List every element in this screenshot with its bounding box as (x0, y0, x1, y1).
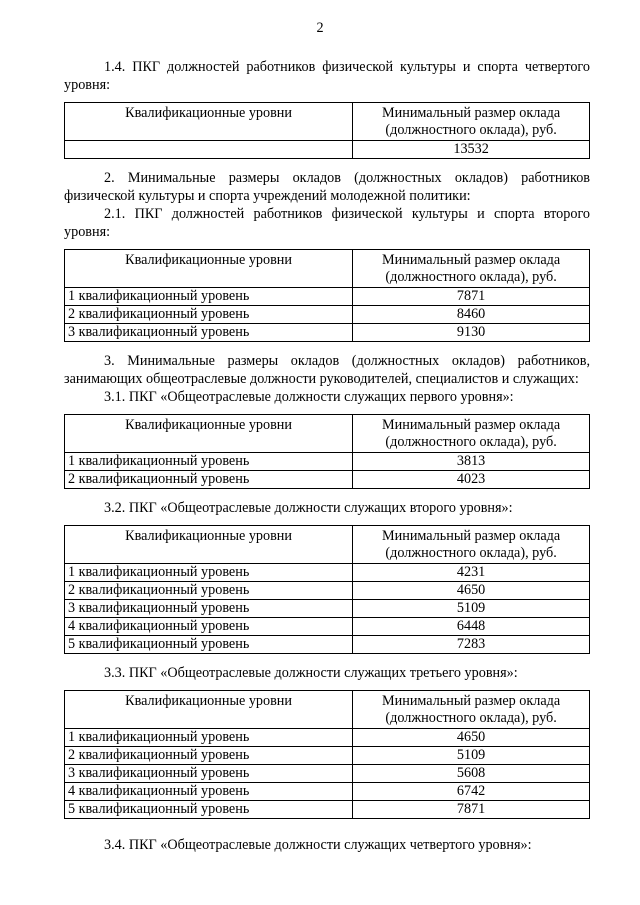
qualification-level-cell (65, 141, 353, 159)
qualification-level-cell: 4 квалификационный уровень (65, 783, 353, 801)
table-2-1 (64, 249, 590, 342)
table-3-2 (64, 525, 590, 654)
salary-value-cell: 6742 (353, 783, 590, 801)
document-body (64, 58, 590, 854)
salary-value-cell: 5109 (353, 600, 590, 618)
salary-value-cell: 5608 (353, 765, 590, 783)
salary-value-cell: 4023 (353, 471, 590, 489)
table-row (65, 324, 590, 342)
salary-value-cell: 3813 (353, 453, 590, 471)
section-3-4-heading: 3.4. ПКГ «Общеотраслевые должности служащих четвертого уровня»: (104, 837, 532, 853)
salary-value-cell: 6448 (353, 618, 590, 636)
section-3-2-heading: 3.2. ПКГ «Общеотраслевые должности служащих второго уровня»: (104, 500, 513, 516)
table-3-3 (64, 690, 590, 819)
qualification-level-cell: 3 квалификационный уровень (65, 600, 353, 618)
qualification-level-cell: 3 квалификационный уровень (65, 324, 353, 342)
table-row (65, 747, 590, 765)
table-header-row (65, 526, 590, 564)
table-row (65, 471, 590, 489)
table-row (65, 618, 590, 636)
table-row (65, 288, 590, 306)
qualification-level-cell: 5 квалификационный уровень (65, 801, 353, 819)
salary-value-cell: 7283 (353, 636, 590, 654)
table-row (65, 141, 590, 159)
qualification-level-cell: 1 квалификационный уровень (65, 729, 353, 747)
column-header-levels: Квалификационные уровни (65, 103, 353, 141)
column-header-levels: Квалификационные уровни (65, 691, 353, 729)
salary-value-cell: 7871 (353, 801, 590, 819)
column-header-levels: Квалификационные уровни (65, 250, 353, 288)
table-header-row (65, 691, 590, 729)
table-1-4 (64, 102, 590, 159)
qualification-level-cell: 2 квалификационный уровень (65, 306, 353, 324)
table-3-1 (64, 414, 590, 489)
column-header-levels: Квалификационные уровни (65, 415, 353, 453)
column-header-salary: Минимальный размер оклада (должностного оклада), руб. (353, 103, 590, 141)
table-row (65, 600, 590, 618)
qualification-level-cell: 2 квалификационный уровень (65, 747, 353, 765)
page-number: 2 (316, 20, 324, 36)
qualification-level-cell: 1 квалификационный уровень (65, 564, 353, 582)
salary-value-cell: 4231 (353, 564, 590, 582)
qualification-level-cell: 3 квалификационный уровень (65, 765, 353, 783)
section-3-intro: 3. Минимальные размеры окладов (должностных окладов) работников, занимающих общеотраслевые должности руководителей, специалистов и служащих: (64, 353, 590, 387)
table-row (65, 453, 590, 471)
table-row (65, 306, 590, 324)
salary-value-cell: 4650 (353, 582, 590, 600)
table-row (65, 582, 590, 600)
qualification-level-cell: 4 квалификационный уровень (65, 618, 353, 636)
salary-value-cell: 7871 (353, 288, 590, 306)
table-row (65, 564, 590, 582)
table-row (65, 636, 590, 654)
qualification-level-cell: 2 квалификационный уровень (65, 582, 353, 600)
table-header-row (65, 250, 590, 288)
column-header-salary: Минимальный размер оклада (должностного оклада), руб. (353, 250, 590, 288)
table-header-row (65, 415, 590, 453)
column-header-salary: Минимальный размер оклада (должностного оклада), руб. (353, 691, 590, 729)
salary-value-cell: 9130 (353, 324, 590, 342)
qualification-level-cell: 2 квалификационный уровень (65, 471, 353, 489)
section-1-4-heading: 1.4. ПКГ должностей работников физической культуры и спорта четвертого уровня: (64, 59, 590, 93)
salary-value-cell: 4650 (353, 729, 590, 747)
column-header-levels: Квалификационные уровни (65, 526, 353, 564)
table-row (65, 783, 590, 801)
table-row (65, 765, 590, 783)
table-row (65, 729, 590, 747)
salary-value-cell: 13532 (353, 141, 590, 159)
qualification-level-cell: 5 квалификационный уровень (65, 636, 353, 654)
qualification-level-cell: 1 квалификационный уровень (65, 453, 353, 471)
section-2-1-heading: 2.1. ПКГ должностей работников физической культуры и спорта второго уровня: (64, 206, 590, 240)
qualification-level-cell: 1 квалификационный уровень (65, 288, 353, 306)
section-2-intro: 2. Минимальные размеры окладов (должностных окладов) работников физической культуры и спорта учреждений молодежной политики: (64, 170, 590, 204)
section-3-1-heading: 3.1. ПКГ «Общеотраслевые должности служащих первого уровня»: (104, 389, 514, 405)
salary-value-cell: 8460 (353, 306, 590, 324)
section-3-3-heading: 3.3. ПКГ «Общеотраслевые должности служащих третьего уровня»: (104, 665, 518, 681)
column-header-salary: Минимальный размер оклада (должностного оклада), руб. (353, 415, 590, 453)
salary-value-cell: 5109 (353, 747, 590, 765)
column-header-salary: Минимальный размер оклада (должностного оклада), руб. (353, 526, 590, 564)
table-row (65, 801, 590, 819)
table-header-row (65, 103, 590, 141)
